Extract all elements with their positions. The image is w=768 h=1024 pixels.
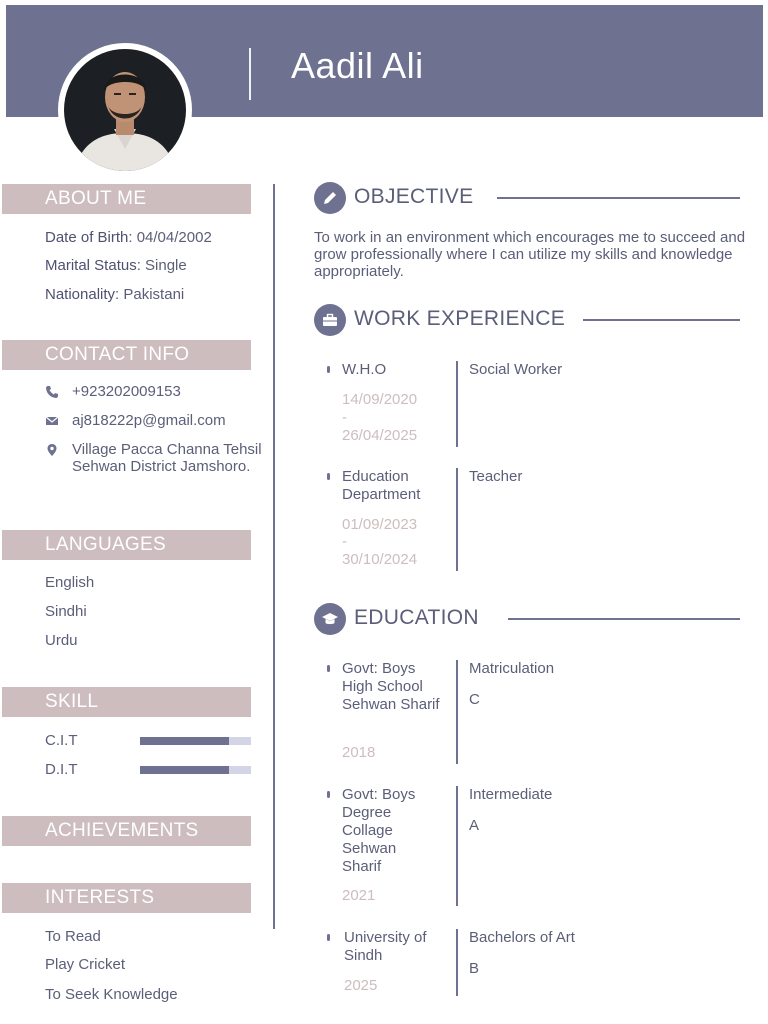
contact-info-heading: CONTACT INFO (2, 340, 251, 370)
bullet (327, 934, 330, 941)
briefcase-icon (322, 312, 338, 328)
education-rule (508, 618, 740, 620)
dob-label: Date of Birth (45, 229, 129, 246)
column-divider (273, 184, 275, 929)
education-grade: B (469, 960, 480, 977)
interest-item: To Read (45, 928, 101, 945)
skill-name: D.I.T (45, 761, 78, 778)
work-role: Teacher (469, 468, 523, 485)
education-entry (314, 929, 754, 996)
objective-rule (497, 197, 740, 199)
interests-heading: INTERESTS (2, 883, 251, 913)
person-name: Aadil Ali (291, 45, 424, 86)
entry-separator (456, 361, 458, 447)
graduation-cap-icon (322, 611, 338, 627)
education-school: Govt: Boys Degree Collage Sehwan Sharif (342, 786, 416, 875)
education-degree: Intermediate (469, 786, 553, 803)
language-item: Sindhi (45, 603, 87, 620)
education-grade: A (469, 817, 480, 834)
skill-heading: SKILL (2, 687, 251, 717)
work-role: Social Worker (469, 361, 563, 378)
skill-name: C.I.T (45, 732, 78, 749)
dob-row (45, 229, 212, 246)
nationality-label: Nationality (45, 286, 116, 303)
bullet (327, 791, 330, 798)
location-pin-icon (45, 443, 59, 457)
education-year: 2018 (342, 744, 376, 761)
work-org: Education Department (342, 468, 421, 503)
objective-text: To work in an environment which encourages me to succeed and grow professionally where I can utilize my skills and knowledge appropriately. (314, 229, 746, 280)
marital-value: : Single (136, 257, 187, 274)
work-experience-header (314, 304, 740, 336)
objective-header (314, 182, 740, 214)
skill-bar-fill (140, 766, 229, 774)
work-date-dash: - (342, 409, 347, 426)
nationality-row (45, 286, 184, 303)
work-start: 14/09/2020 (342, 391, 418, 408)
email-address: aj818222p@gmail.com (72, 412, 226, 429)
education-degree: Bachelors of Art (469, 929, 575, 946)
language-item: Urdu (45, 632, 78, 649)
education-degree: Matriculation (469, 660, 555, 677)
education-year: 2025 (344, 977, 378, 994)
entry-separator (456, 786, 458, 906)
education-header (314, 603, 740, 635)
education-school: Govt: Boys High School Sehwan Sharif (342, 660, 440, 713)
about-me-heading: ABOUT ME (2, 184, 251, 214)
marital-label: Marital Status (45, 257, 137, 274)
work-entry (314, 468, 754, 571)
work-end: 26/04/2025 (342, 427, 418, 444)
phone-number: +923202009153 (72, 383, 181, 400)
education-entry (314, 786, 754, 906)
achievements-heading: ACHIEVEMENTS (2, 816, 251, 846)
education-icon-badge (314, 603, 346, 635)
skill-bar (140, 737, 251, 745)
bullet (327, 665, 330, 672)
language-item: English (45, 574, 95, 591)
dob-value: : 04/04/2002 (128, 229, 212, 246)
profile-photo (64, 49, 186, 171)
work-end: 30/10/2024 (342, 551, 418, 568)
skill-bar (140, 766, 251, 774)
mail-icon (45, 414, 59, 428)
objective-icon-badge (314, 182, 346, 214)
marital-row (45, 257, 187, 274)
entry-separator (456, 468, 458, 571)
education-year: 2021 (342, 887, 376, 904)
education-grade: C (469, 691, 480, 708)
languages-heading: LANGUAGES (2, 530, 251, 560)
interest-item: Play Cricket (45, 956, 126, 973)
nationality-value: : Pakistani (115, 286, 185, 303)
work-entry (314, 361, 754, 447)
work-org: W.H.O (342, 361, 387, 378)
education-school: University of Sindh (344, 929, 427, 964)
work-rule (583, 319, 740, 321)
header-divider (249, 48, 251, 100)
education-heading: EDUCATION (354, 606, 479, 629)
bullet (327, 473, 330, 480)
avatar (58, 43, 192, 177)
work-date-dash: - (342, 533, 347, 550)
education-entry (314, 660, 754, 764)
entry-separator (456, 929, 458, 996)
work-start: 01/09/2023 (342, 516, 418, 533)
entry-separator (456, 660, 458, 764)
phone-icon (45, 385, 59, 399)
work-experience-heading: WORK EXPERIENCE (354, 307, 566, 330)
pencil-icon (322, 190, 338, 206)
interest-item: To Seek Knowledge (45, 986, 178, 1003)
objective-heading: OBJECTIVE (354, 185, 474, 208)
work-icon-badge (314, 304, 346, 336)
address: Village Pacca Channa Tehsil Sehwan District Jamshoro. (72, 441, 262, 475)
skill-bar-fill (140, 737, 229, 745)
bullet (327, 366, 330, 373)
